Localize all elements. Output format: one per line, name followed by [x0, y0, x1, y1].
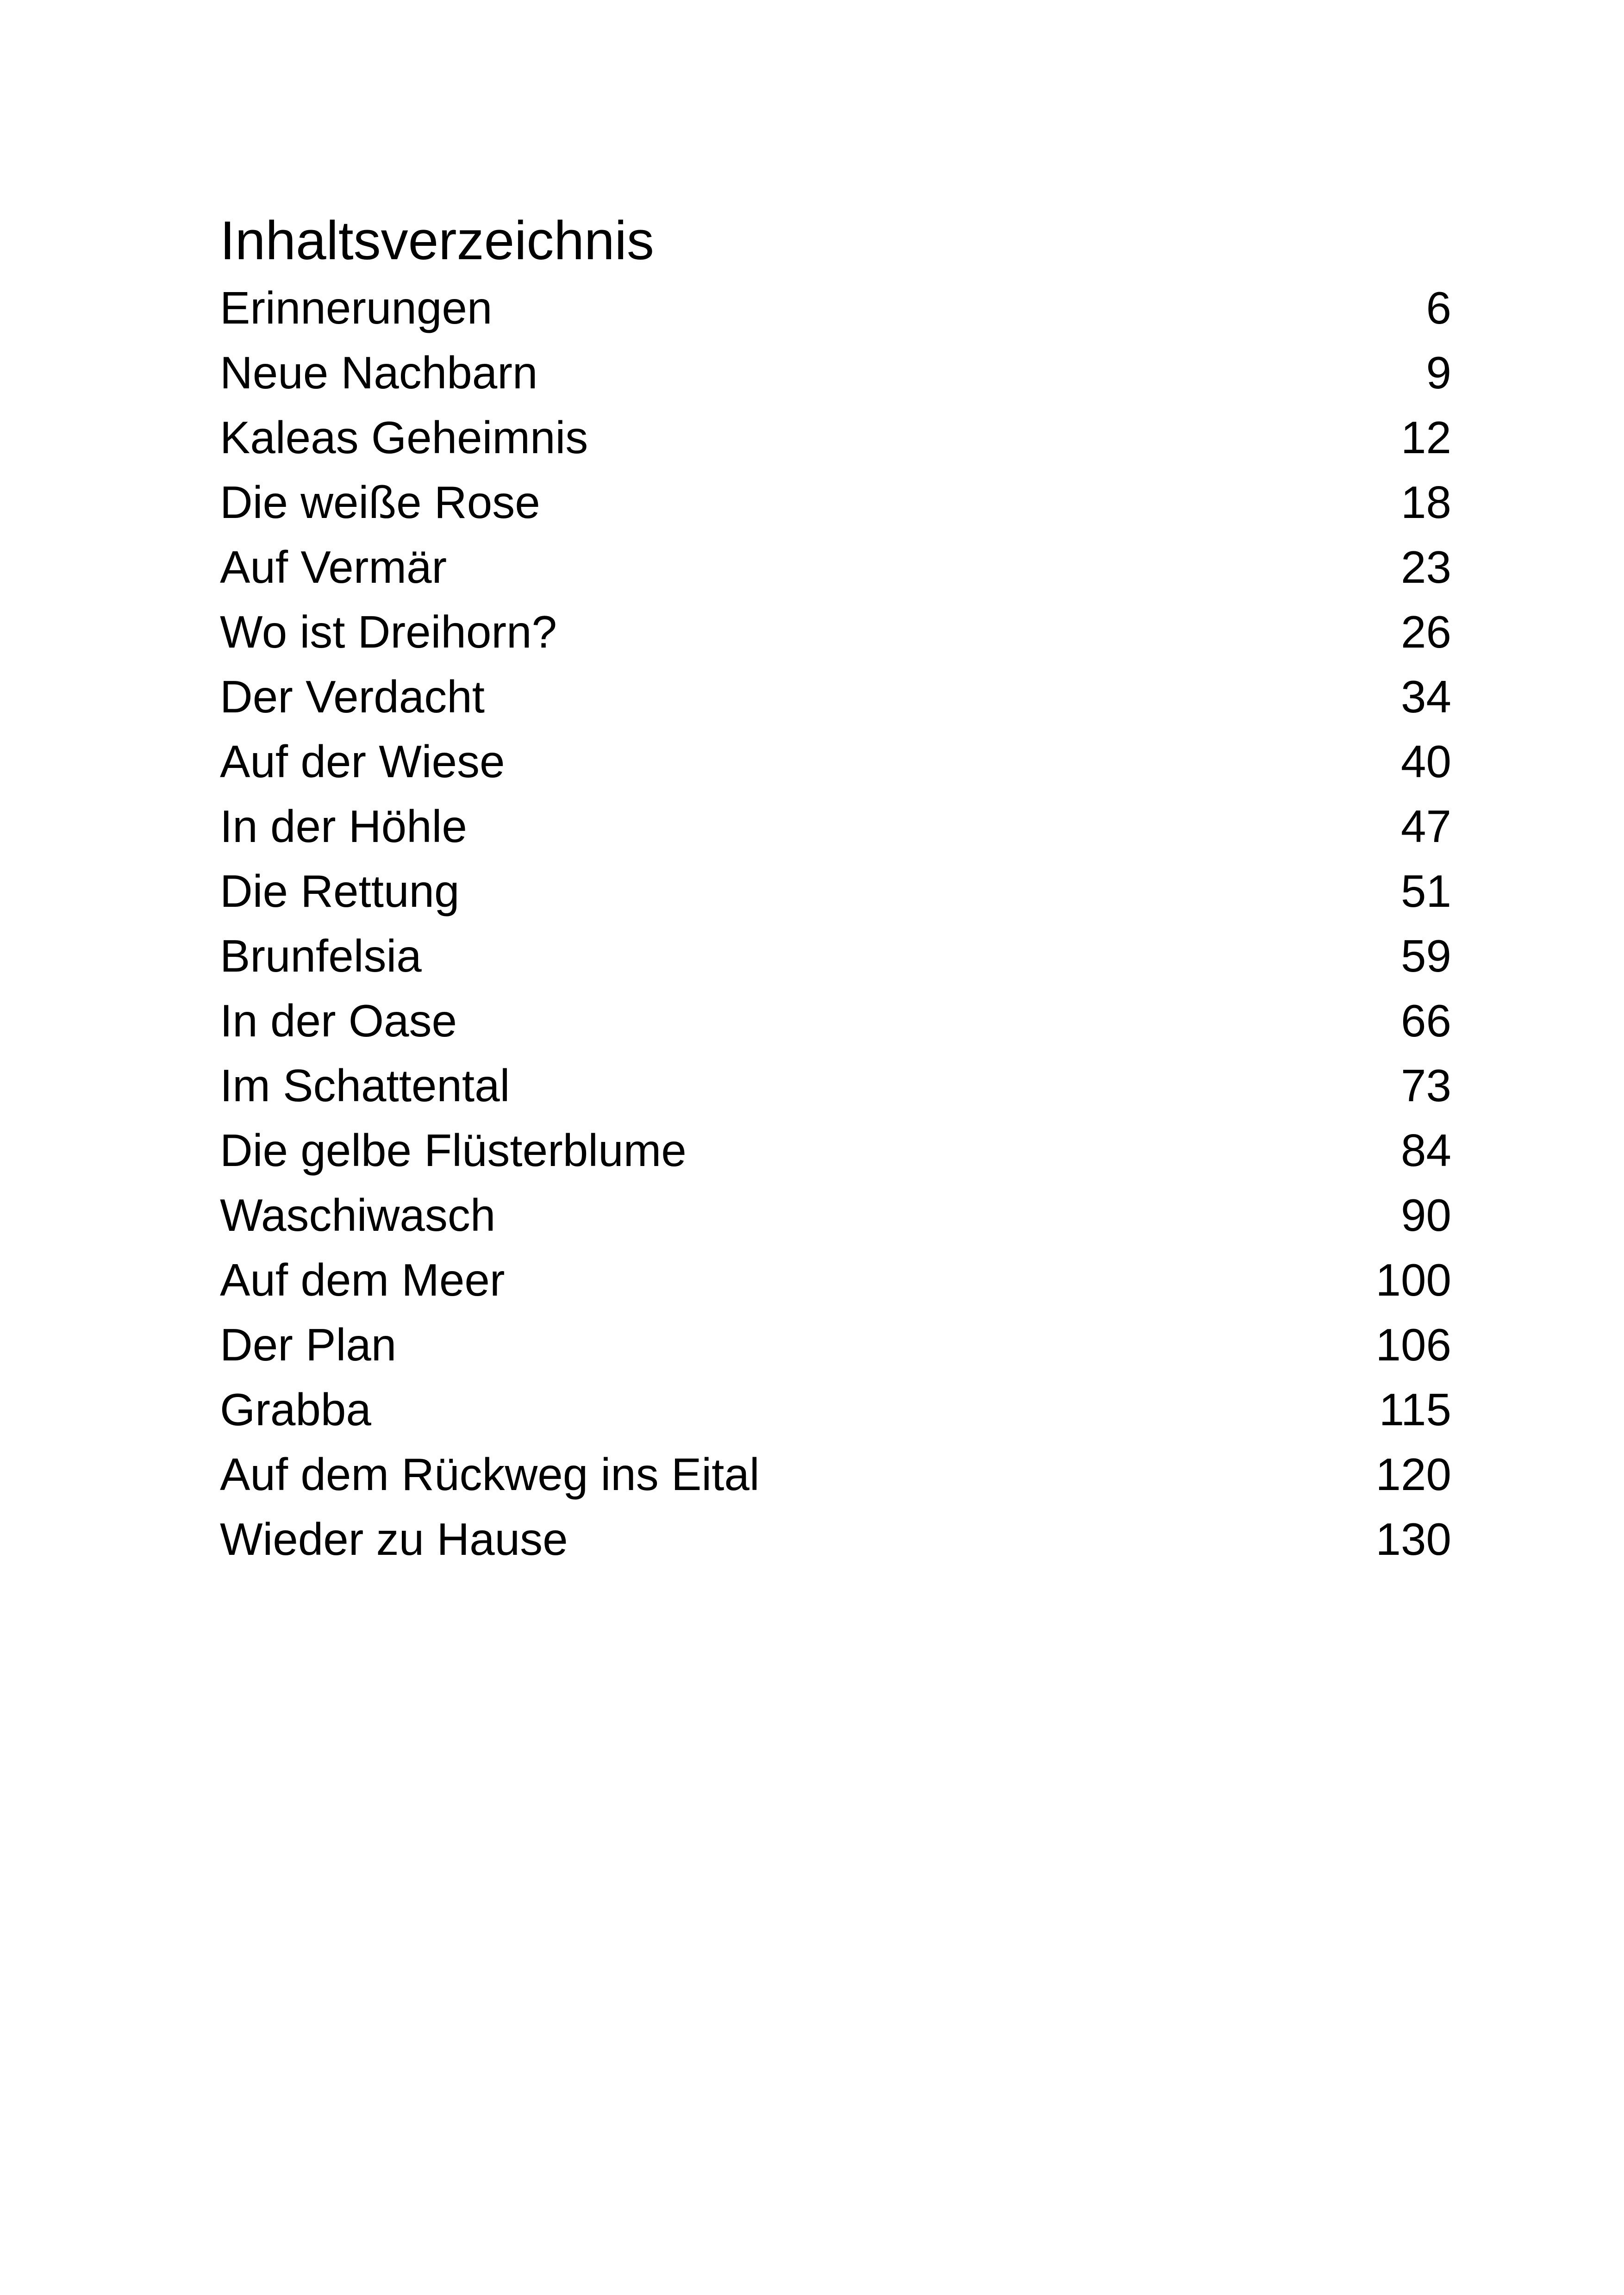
table-of-contents — [220, 206, 1451, 1572]
toc-entry — [220, 599, 1451, 664]
toc-entry-page-number: 26 — [1400, 606, 1451, 657]
toc-entry — [220, 470, 1451, 535]
toc-entry — [220, 1312, 1451, 1377]
toc-entry — [220, 535, 1451, 599]
toc-entry-title: Wo ist Dreihorn? — [220, 606, 557, 657]
toc-entry-page-number: 23 — [1400, 542, 1451, 592]
toc-entry — [220, 1507, 1451, 1572]
toc-entry-title: Waschiwasch — [220, 1190, 496, 1241]
toc-entry-page-number: 66 — [1400, 995, 1451, 1046]
toc-entry — [220, 794, 1451, 859]
toc-entry-page-number: 18 — [1400, 477, 1451, 528]
toc-entry-title: Die weiße Rose — [220, 477, 540, 528]
toc-entry — [220, 405, 1451, 470]
toc-entry — [220, 275, 1451, 340]
toc-entry — [220, 664, 1451, 729]
toc-entry-title: Auf der Wiese — [220, 736, 505, 787]
toc-entry — [220, 340, 1451, 405]
toc-entry-title: Kaleas Geheimnis — [220, 412, 588, 463]
toc-entry-title: Erinnerungen — [220, 282, 493, 333]
toc-entry-page-number: 34 — [1400, 671, 1451, 722]
toc-entry-title: Wieder zu Hause — [220, 1514, 568, 1565]
toc-entry-title: Die gelbe Flüsterblume — [220, 1125, 687, 1176]
toc-entry-page-number: 100 — [1375, 1254, 1451, 1305]
toc-entry-page-number: 84 — [1400, 1125, 1451, 1176]
toc-entry-page-number: 9 — [1426, 347, 1451, 398]
toc-entry-title: Auf Vermär — [220, 542, 447, 592]
toc-entry — [220, 1053, 1451, 1118]
toc-entry-title: Der Verdacht — [220, 671, 485, 722]
toc-entry — [220, 1118, 1451, 1183]
toc-entry — [220, 1183, 1451, 1247]
toc-entry-page-number: 51 — [1400, 866, 1451, 917]
toc-entry — [220, 859, 1451, 923]
toc-entry-page-number: 47 — [1400, 801, 1451, 852]
toc-entry-page-number: 106 — [1375, 1319, 1451, 1370]
toc-entry — [220, 1377, 1451, 1442]
toc-entry-title: Neue Nachbarn — [220, 347, 538, 398]
toc-entry-page-number: 130 — [1375, 1514, 1451, 1565]
toc-entry-page-number: 6 — [1426, 282, 1451, 333]
toc-entry-page-number: 90 — [1400, 1190, 1451, 1241]
toc-entry-title: Die Rettung — [220, 866, 460, 917]
toc-entry-page-number: 59 — [1400, 930, 1451, 981]
toc-entry — [220, 1442, 1451, 1507]
toc-entry-page-number: 40 — [1400, 736, 1451, 787]
toc-entry-page-number: 73 — [1400, 1060, 1451, 1111]
toc-entry-title: Grabba — [220, 1384, 371, 1435]
toc-entry — [220, 923, 1451, 988]
toc-entry-page-number: 115 — [1379, 1384, 1451, 1435]
toc-entry — [220, 1247, 1451, 1312]
toc-entry-list — [220, 275, 1451, 1572]
toc-heading: Inhaltsverzeichnis — [220, 210, 654, 271]
toc-entry-title: Brunfelsia — [220, 930, 422, 981]
toc-entry-title: In der Oase — [220, 995, 457, 1046]
toc-entry — [220, 988, 1451, 1053]
toc-entry-page-number: 12 — [1400, 412, 1451, 463]
toc-entry-title: Auf dem Rückweg ins Eital — [220, 1449, 760, 1500]
toc-entry-page-number: 120 — [1375, 1449, 1451, 1500]
toc-entry-title: Im Schattental — [220, 1060, 510, 1111]
toc-entry-title: In der Höhle — [220, 801, 467, 852]
toc-entry-title: Der Plan — [220, 1319, 397, 1370]
toc-entry-title: Auf dem Meer — [220, 1254, 505, 1305]
toc-entry — [220, 729, 1451, 794]
